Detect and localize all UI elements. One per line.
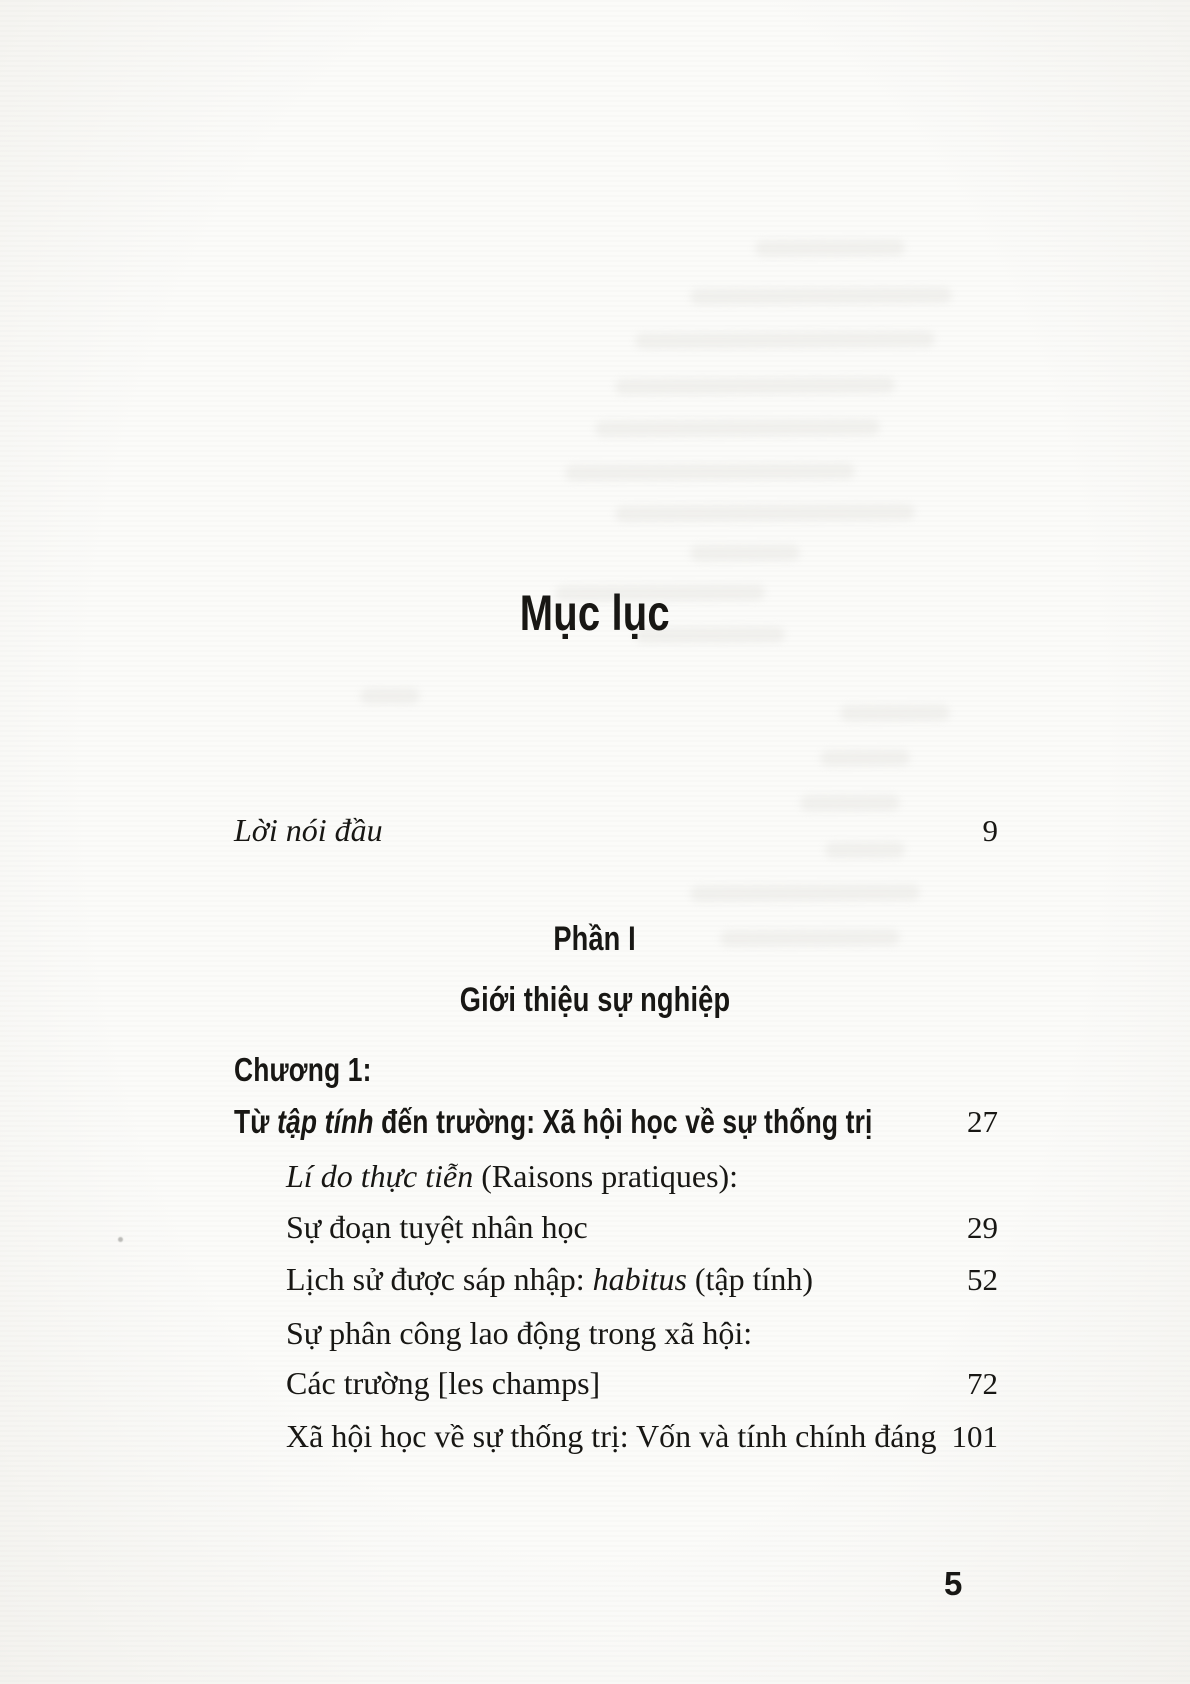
- entry-page-number: 9: [982, 813, 998, 848]
- toc-entry: [0, 1365, 1190, 1402]
- toc-entry: [0, 1261, 1190, 1298]
- page-title: [0, 585, 1190, 641]
- entry-label: Các trường [les champs]: [286, 1365, 601, 1401]
- folio-page-number: 5: [944, 1565, 963, 1602]
- toc-entry: [0, 1158, 1190, 1195]
- part-subtitle-text: Giới thiệu sự nghiệp: [459, 981, 731, 1019]
- part-label: Phần I: [553, 920, 637, 958]
- entry-label: Lí do thực tiễn (Raisons pratiques):: [286, 1158, 739, 1194]
- entry-label: Xã hội học về sự thống trị: Vốn và tính chính đáng: [286, 1418, 937, 1454]
- toc-chapter1-label: [0, 1051, 1190, 1089]
- toc-entry: [0, 1209, 1190, 1246]
- entry-label: Sự đoạn tuyệt nhân học: [286, 1209, 588, 1245]
- entry-page-number: 27: [967, 1104, 998, 1139]
- chapter-title: Từ tập tính đến trường: Xã hội học về sự thống trị: [234, 1103, 873, 1140]
- entry-label: Lời nói đầu: [234, 812, 383, 848]
- toc-chapter1-title: [0, 1103, 1190, 1141]
- entry-page-number: 101: [951, 1419, 998, 1454]
- toc-entry: [0, 1315, 1190, 1352]
- entry-page-number: 52: [967, 1262, 998, 1297]
- chapter-label: Chương 1:: [234, 1051, 372, 1088]
- page-title-text: Mục lục: [519, 585, 671, 641]
- entry-page-number: 29: [967, 1210, 998, 1245]
- entry-label: Lịch sử được sáp nhập: habitus (tập tính): [286, 1261, 814, 1297]
- part-heading: [0, 922, 1190, 957]
- entry-label: Sự phân công lao động trong xã hội:: [286, 1315, 753, 1351]
- part-subtitle: [0, 983, 1190, 1018]
- chapter-title-italic: tập tính: [277, 1103, 374, 1140]
- toc-entry: [0, 1418, 1190, 1455]
- entry-page-number: 72: [967, 1366, 998, 1401]
- toc-entry-preface: [0, 812, 1190, 849]
